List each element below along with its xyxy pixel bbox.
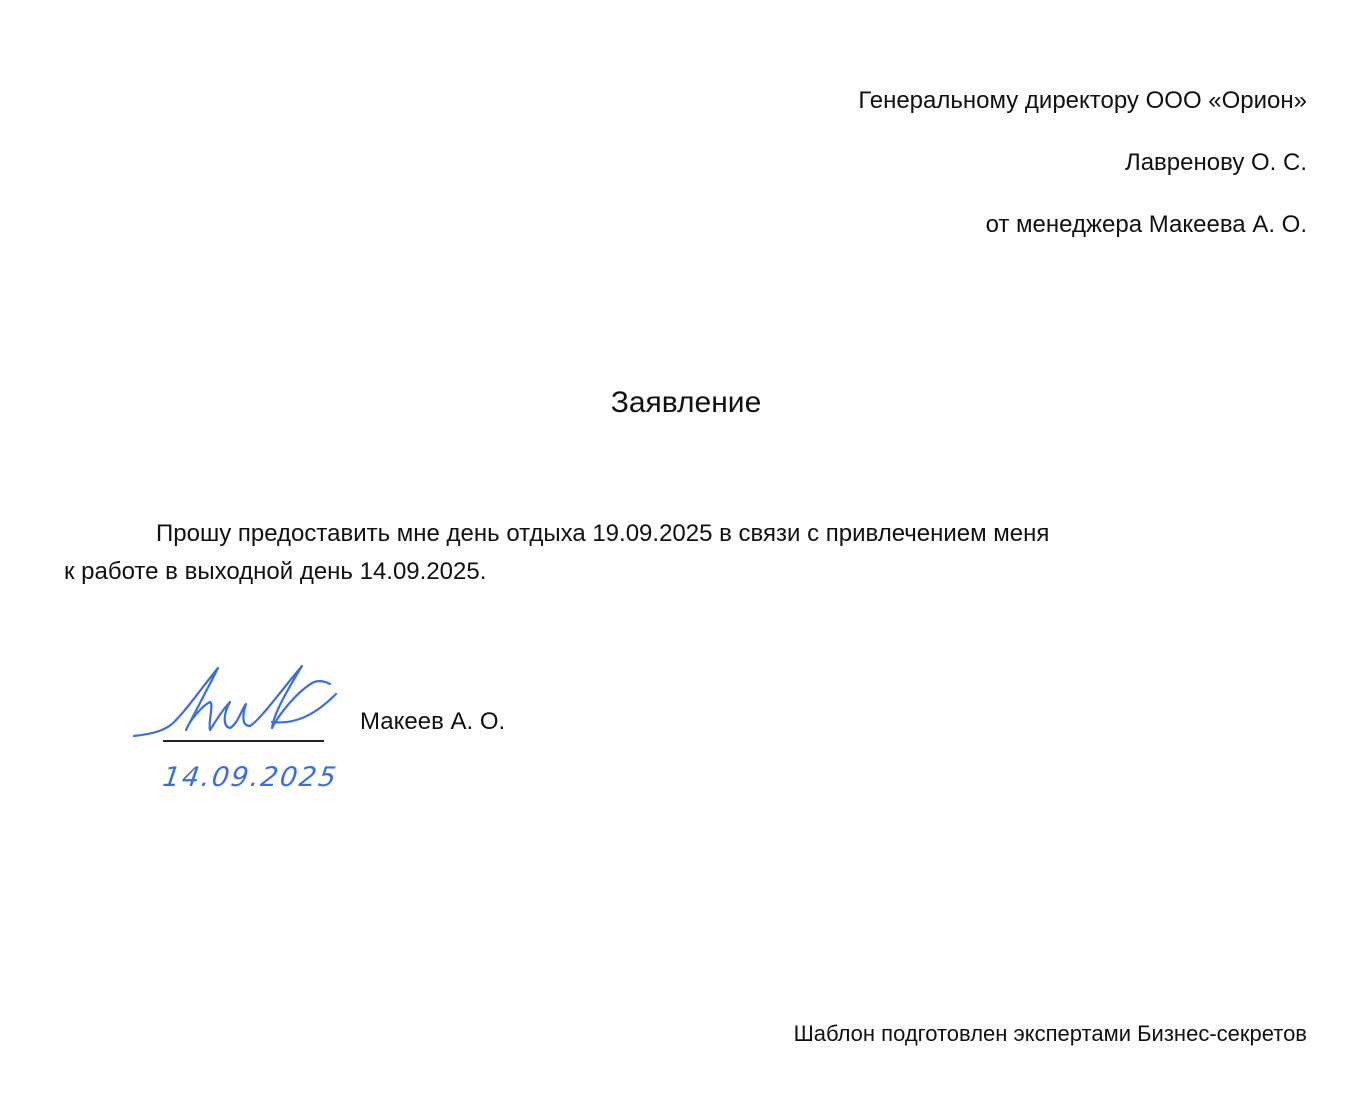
addressee-recipient-name: Лавренову О. С.: [1124, 149, 1307, 176]
document-body: [64, 515, 1204, 591]
addressee-block: [858, 70, 1307, 256]
document-title: Заявление: [610, 386, 762, 419]
template-credit: Шаблон подготовлен экспертами Бизнес-секретов: [793, 1021, 1307, 1046]
signature-line: [163, 740, 324, 742]
signer-name: Макеев А. О.: [360, 708, 506, 735]
handwritten-signature-icon: [130, 662, 340, 746]
body-line-2: к работе в выходной день 14.09.2025.: [64, 558, 487, 585]
addressee-recipient-title: Генеральному директору ООО «Орион»: [858, 87, 1307, 114]
addressee-sender: от менеджера Макеева А. О.: [985, 211, 1307, 238]
handwritten-date: 14.09.2025: [160, 762, 340, 793]
body-line-1: Прошу предоставить мне день отдыха 19.09.2025 в связи с привлечением меня: [156, 520, 1050, 547]
